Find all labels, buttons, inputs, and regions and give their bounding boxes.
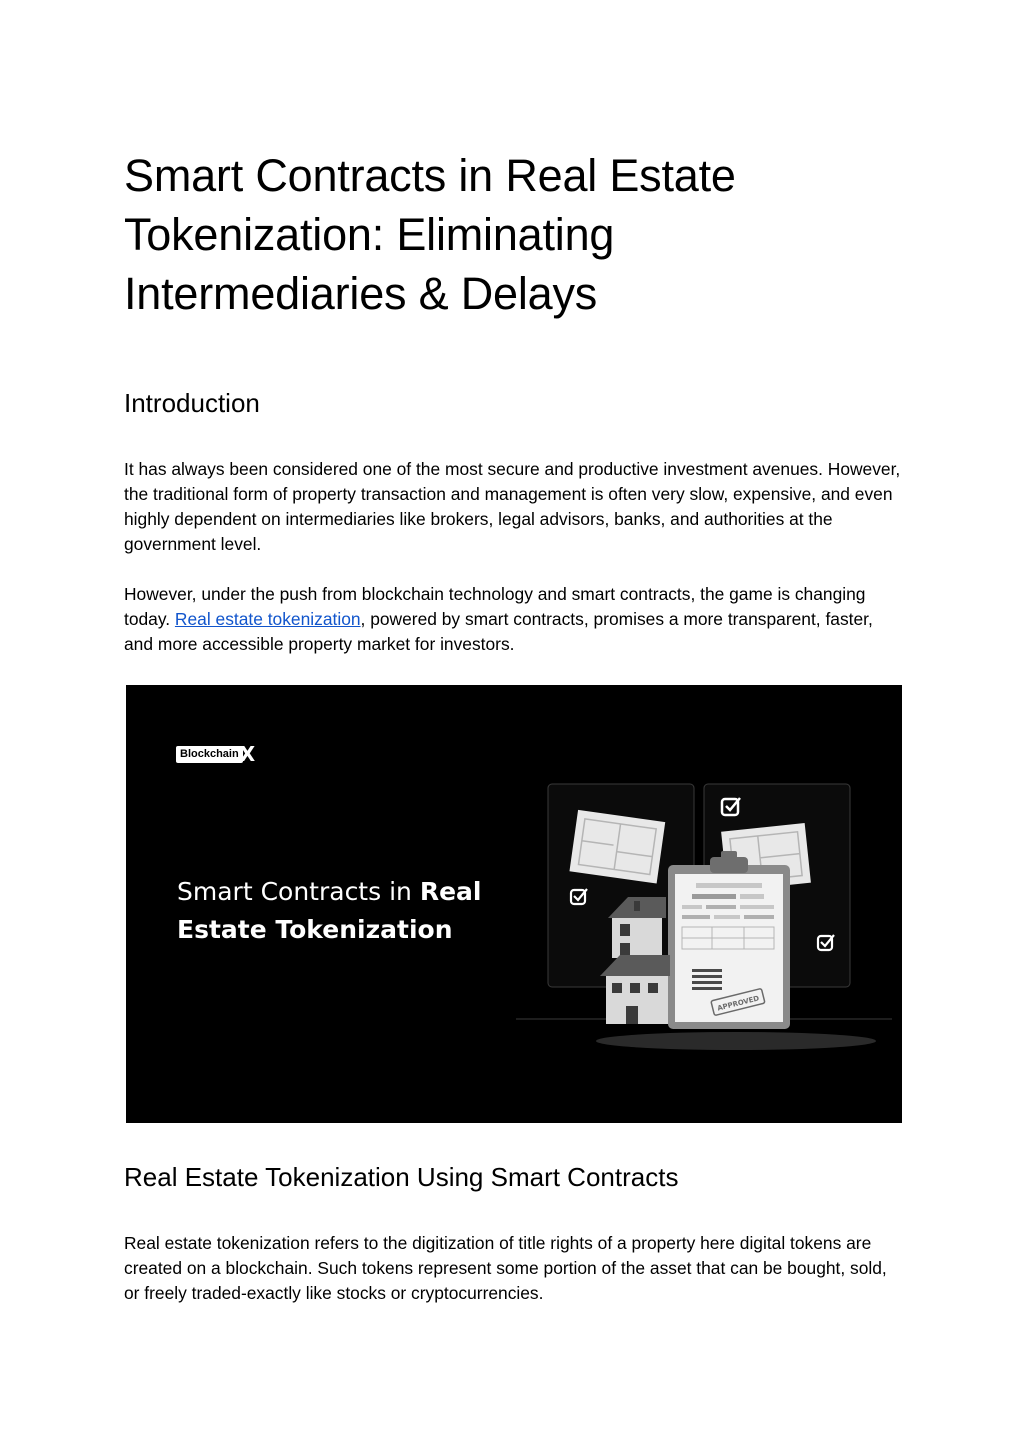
tokenization-paragraph-1: Real estate tokenization refers to the digitization of title rights of a property here digital tokens are created on a blockchain. Such tokens represent some portion of the asset that can be bought, sold, or freely traded-exactly like stocks or cryptocurrencies. — [124, 1233, 887, 1303]
clipboard-icon — [668, 851, 790, 1029]
logo-x-mark: X — [239, 742, 256, 766]
banner-heading-regular: Smart Contracts in — [177, 877, 420, 906]
banner-heading-bold-1: Real — [419, 877, 482, 906]
banner-heading — [177, 873, 537, 949]
real-estate-illustration — [516, 777, 892, 1057]
intro-paragraph-1: It has always been considered one of the most secure and productive investment avenues. However, the traditional form of property transaction and management is often very slow, expensive, and even highly dependent on intermediaries like brokers, legal advisors, banks, and authorities at the government level. — [124, 459, 901, 554]
intro-paragraph-2 — [124, 582, 904, 657]
approved-stamp-text: APPROVED — [716, 994, 761, 1013]
blockchainx-logo — [176, 742, 255, 766]
logo-wordmark: Blockchain — [176, 746, 243, 763]
section-heading-tokenization: Real Estate Tokenization Using Smart Contracts — [124, 1162, 679, 1192]
floor-plan-icon — [569, 810, 665, 884]
section-heading-introduction: Introduction — [124, 388, 260, 418]
real-estate-tokenization-link[interactable]: Real estate tokenization — [174, 609, 361, 629]
banner-heading-bold-2: Estate Tokenization — [177, 915, 453, 944]
article-banner-image — [126, 685, 902, 1123]
intro-paragraph-2-text-before: However, under the push from blockchain technology and smart contracts, the game is changing today. — [124, 584, 866, 629]
document-title: Smart Contracts in Real Estate Tokenization: Eliminating Intermediaries & Delays — [124, 150, 736, 319]
intro-paragraph-2-text-after: , powered by smart contracts, promises a more transparent, faster, and more accessible property market for investors. — [124, 609, 873, 654]
